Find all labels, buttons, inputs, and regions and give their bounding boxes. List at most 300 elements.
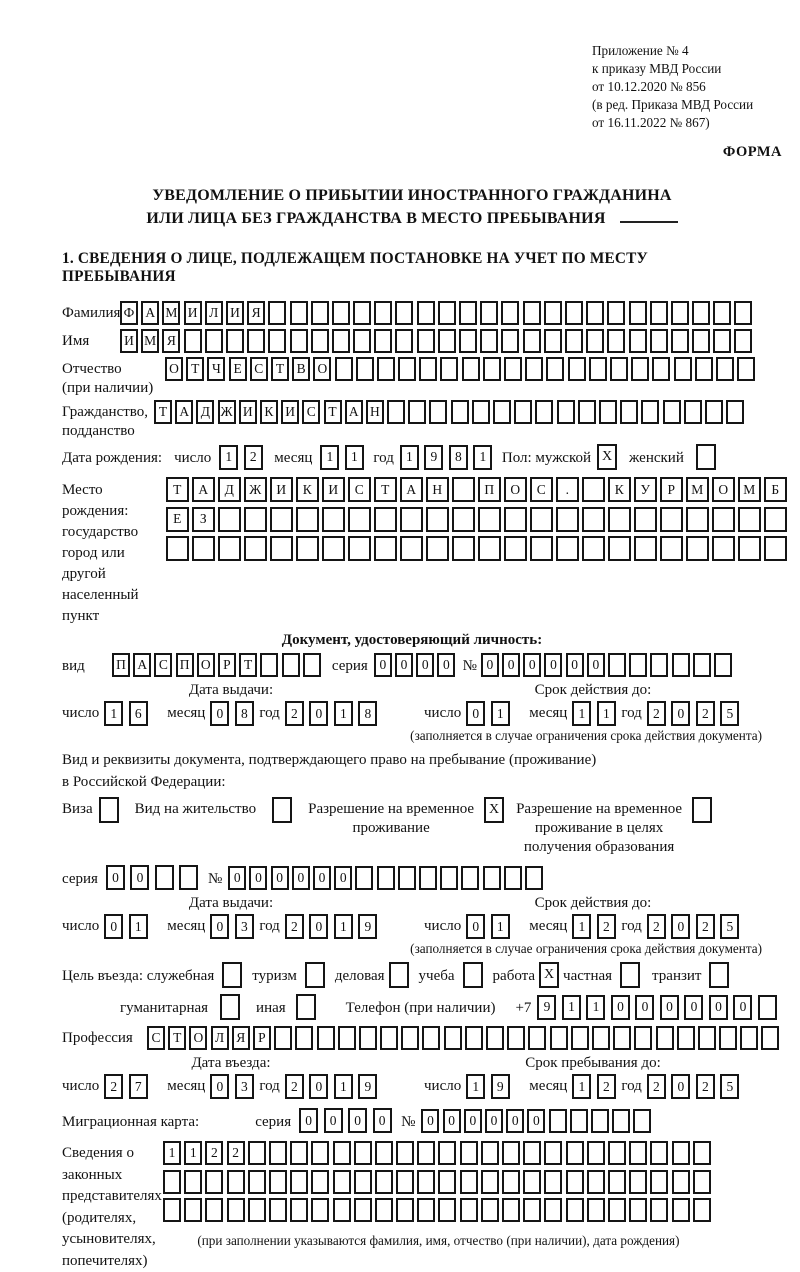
char-cell[interactable]: А [133,653,151,677]
char-cell[interactable] [671,329,689,353]
char-cell[interactable] [268,329,286,353]
char-cell[interactable] [354,1141,372,1165]
char-cell[interactable]: С [154,653,172,677]
char-cell[interactable] [650,1141,668,1165]
char-cell[interactable]: Т [324,400,342,424]
char-cell[interactable]: Ж [244,477,267,502]
char-cell[interactable]: С [348,477,371,502]
char-cell[interactable]: 1 [562,995,581,1020]
checkbox-business[interactable] [389,962,409,988]
char-cell[interactable] [377,866,395,890]
char-cell[interactable] [692,329,710,353]
char-cell[interactable]: К [608,477,631,502]
char-cell[interactable] [544,1198,562,1222]
char-cell[interactable]: 9 [358,914,377,939]
char-cell[interactable]: 1 [466,1074,485,1099]
char-cell[interactable] [660,536,683,561]
char-cell[interactable]: 0 [437,653,455,677]
char-cell[interactable]: 0 [106,865,125,890]
char-cell[interactable] [737,357,755,381]
char-cell[interactable]: С [147,1026,165,1050]
char-cell[interactable]: М [162,301,180,325]
char-cell[interactable] [713,329,731,353]
char-cell[interactable] [408,400,426,424]
char-cell[interactable] [566,1198,584,1222]
char-cell[interactable] [693,1198,711,1222]
char-cell[interactable] [544,301,562,325]
char-cell[interactable] [693,1141,711,1165]
char-cell[interactable]: 0 [309,701,328,726]
char-cell[interactable] [528,1026,546,1050]
char-cell[interactable] [544,1141,562,1165]
char-cell[interactable] [317,1026,335,1050]
char-cell[interactable]: 0 [709,995,728,1020]
char-cell[interactable]: Я [247,301,265,325]
char-cell[interactable] [244,507,267,532]
char-cell[interactable]: 2 [597,1074,616,1099]
char-cell[interactable] [634,507,657,532]
char-cell[interactable]: М [738,477,761,502]
char-cell[interactable] [296,507,319,532]
char-cell[interactable] [502,1141,520,1165]
char-cell[interactable] [629,1141,647,1165]
char-cell[interactable]: Р [218,653,236,677]
char-cell[interactable]: 8 [358,701,377,726]
char-cell[interactable] [705,400,723,424]
char-cell[interactable] [419,866,437,890]
char-cell[interactable] [333,1198,351,1222]
char-cell[interactable] [712,507,735,532]
char-cell[interactable] [395,301,413,325]
char-cell[interactable] [633,1109,651,1133]
char-cell[interactable] [523,1198,541,1222]
char-cell[interactable]: 9 [358,1074,377,1099]
char-cell[interactable] [523,1170,541,1194]
char-cell[interactable] [429,400,447,424]
char-cell[interactable] [218,536,241,561]
char-cell[interactable]: Ч [207,357,225,381]
char-cell[interactable]: 0 [671,914,690,939]
char-cell[interactable] [693,1170,711,1194]
checkbox-residence-permit[interactable] [272,797,292,823]
char-cell[interactable] [652,357,670,381]
char-cell[interactable]: 0 [228,866,246,890]
char-cell[interactable] [530,536,553,561]
char-cell[interactable]: Я [232,1026,250,1050]
char-cell[interactable] [440,357,458,381]
char-cell[interactable]: 0 [671,701,690,726]
checkbox-female[interactable] [696,444,716,470]
char-cell[interactable]: 1 [473,445,492,470]
char-cell[interactable] [354,1198,372,1222]
char-cell[interactable] [481,1198,499,1222]
char-cell[interactable] [269,1141,287,1165]
char-cell[interactable]: 1 [597,701,616,726]
char-cell[interactable] [163,1198,181,1222]
char-cell[interactable] [650,1170,668,1194]
char-cell[interactable]: 1 [184,1141,202,1165]
char-cell[interactable] [380,1026,398,1050]
char-cell[interactable] [650,329,668,353]
char-cell[interactable] [426,507,449,532]
char-cell[interactable]: 9 [424,445,443,470]
char-cell[interactable]: Л [211,1026,229,1050]
char-cell[interactable] [607,301,625,325]
char-cell[interactable] [417,301,435,325]
char-cell[interactable]: А [192,477,215,502]
char-cell[interactable] [387,400,405,424]
char-cell[interactable]: П [112,653,130,677]
char-cell[interactable] [672,653,690,677]
checkbox-other[interactable] [296,994,316,1020]
char-cell[interactable] [290,1170,308,1194]
char-cell[interactable] [459,329,477,353]
char-cell[interactable] [460,1141,478,1165]
char-cell[interactable]: 1 [572,914,591,939]
char-cell[interactable]: О [712,477,735,502]
char-cell[interactable] [523,301,541,325]
char-cell[interactable] [290,329,308,353]
char-cell[interactable] [566,1141,584,1165]
char-cell[interactable] [377,357,395,381]
char-cell[interactable]: И [226,301,244,325]
char-cell[interactable] [333,1170,351,1194]
char-cell[interactable] [629,653,647,677]
char-cell[interactable] [656,1026,674,1050]
char-cell[interactable]: У [634,477,657,502]
char-cell[interactable]: 1 [572,701,591,726]
char-cell[interactable] [438,329,456,353]
char-cell[interactable]: 0 [271,866,289,890]
char-cell[interactable]: Т [186,357,204,381]
char-cell[interactable]: 3 [235,914,254,939]
checkbox-work[interactable]: X [539,962,559,988]
char-cell[interactable] [568,357,586,381]
char-cell[interactable]: Н [426,477,449,502]
char-cell[interactable] [296,536,319,561]
char-cell[interactable] [514,400,532,424]
char-cell[interactable]: 0 [309,1074,328,1099]
char-cell[interactable] [734,301,752,325]
char-cell[interactable] [460,1198,478,1222]
checkbox-official[interactable] [222,962,242,988]
char-cell[interactable]: 0 [292,866,310,890]
char-cell[interactable] [738,507,761,532]
char-cell[interactable]: 6 [129,701,148,726]
checkbox-rvp-edu[interactable] [692,797,712,823]
char-cell[interactable]: З [192,507,215,532]
char-cell[interactable] [674,357,692,381]
char-cell[interactable] [714,653,732,677]
char-cell[interactable] [417,1170,435,1194]
char-cell[interactable] [650,301,668,325]
char-cell[interactable] [184,1198,202,1222]
char-cell[interactable]: 2 [647,701,666,726]
char-cell[interactable] [481,1141,499,1165]
char-cell[interactable]: И [184,301,202,325]
char-cell[interactable]: 9 [491,1074,510,1099]
char-cell[interactable] [248,1198,266,1222]
char-cell[interactable]: Б [764,477,787,502]
char-cell[interactable]: Т [374,477,397,502]
char-cell[interactable] [338,1026,356,1050]
char-cell[interactable] [686,536,709,561]
char-cell[interactable]: 0 [611,995,630,1020]
char-cell[interactable] [764,536,787,561]
char-cell[interactable] [634,1026,652,1050]
checkbox-tourism[interactable] [305,962,325,988]
checkbox-humanitarian[interactable] [220,994,240,1020]
char-cell[interactable] [451,400,469,424]
char-cell[interactable] [719,1026,737,1050]
char-cell[interactable]: 0 [466,701,485,726]
char-cell[interactable] [205,1170,223,1194]
char-cell[interactable]: Т [166,477,189,502]
char-cell[interactable] [452,507,475,532]
char-cell[interactable]: 0 [523,653,541,677]
char-cell[interactable] [260,653,278,677]
checkbox-rvp[interactable]: X [484,797,504,823]
char-cell[interactable] [438,301,456,325]
char-cell[interactable]: 0 [466,914,485,939]
char-cell[interactable] [608,536,631,561]
char-cell[interactable]: П [176,653,194,677]
char-cell[interactable] [268,301,286,325]
char-cell[interactable] [738,536,761,561]
char-cell[interactable] [480,301,498,325]
char-cell[interactable] [587,1170,605,1194]
char-cell[interactable] [483,357,501,381]
char-cell[interactable]: . [556,477,579,502]
char-cell[interactable] [480,329,498,353]
char-cell[interactable]: 0 [210,1074,229,1099]
char-cell[interactable]: 8 [235,701,254,726]
char-cell[interactable] [205,329,223,353]
char-cell[interactable]: 0 [416,653,434,677]
char-cell[interactable] [417,329,435,353]
char-cell[interactable] [610,357,628,381]
char-cell[interactable] [634,536,657,561]
char-cell[interactable] [461,866,479,890]
char-cell[interactable]: 0 [373,1108,392,1133]
char-cell[interactable] [353,301,371,325]
char-cell[interactable]: 1 [345,445,364,470]
char-cell[interactable] [205,1198,223,1222]
char-cell[interactable] [179,865,198,890]
char-cell[interactable] [544,329,562,353]
char-cell[interactable]: Е [166,507,189,532]
char-cell[interactable] [218,507,241,532]
char-cell[interactable] [374,301,392,325]
char-cell[interactable] [631,357,649,381]
char-cell[interactable] [671,301,689,325]
char-cell[interactable] [269,1170,287,1194]
char-cell[interactable]: О [189,1026,207,1050]
char-cell[interactable] [282,653,300,677]
char-cell[interactable] [698,1026,716,1050]
checkbox-study[interactable] [463,962,483,988]
char-cell[interactable] [478,536,501,561]
char-cell[interactable] [608,1170,626,1194]
char-cell[interactable] [557,400,575,424]
char-cell[interactable] [417,1198,435,1222]
char-cell[interactable]: И [281,400,299,424]
char-cell[interactable]: 1 [104,701,123,726]
char-cell[interactable]: 0 [506,1109,524,1133]
char-cell[interactable]: 7 [129,1074,148,1099]
char-cell[interactable]: 0 [464,1109,482,1133]
char-cell[interactable]: 5 [720,914,739,939]
char-cell[interactable] [504,357,522,381]
char-cell[interactable] [672,1170,690,1194]
char-cell[interactable] [396,1170,414,1194]
char-cell[interactable] [544,1170,562,1194]
char-cell[interactable] [761,1026,779,1050]
char-cell[interactable] [274,1026,292,1050]
char-cell[interactable] [332,301,350,325]
char-cell[interactable]: 0 [374,653,392,677]
char-cell[interactable]: 1 [572,1074,591,1099]
char-cell[interactable] [589,357,607,381]
char-cell[interactable]: О [165,357,183,381]
char-cell[interactable] [478,507,501,532]
char-cell[interactable]: 0 [684,995,703,1020]
char-cell[interactable]: 0 [587,653,605,677]
char-cell[interactable] [629,1170,647,1194]
char-cell[interactable]: 0 [660,995,679,1020]
char-cell[interactable] [227,1198,245,1222]
char-cell[interactable] [311,329,329,353]
char-cell[interactable]: Я [162,329,180,353]
char-cell[interactable]: 0 [481,653,499,677]
char-cell[interactable] [192,536,215,561]
char-cell[interactable]: М [686,477,709,502]
char-cell[interactable] [502,1198,520,1222]
char-cell[interactable]: Т [271,357,289,381]
char-cell[interactable]: 1 [129,914,148,939]
char-cell[interactable]: 0 [733,995,752,1020]
char-cell[interactable]: О [504,477,527,502]
char-cell[interactable]: Р [253,1026,271,1050]
char-cell[interactable] [375,1141,393,1165]
char-cell[interactable] [672,1141,690,1165]
char-cell[interactable] [501,301,519,325]
char-cell[interactable] [396,1141,414,1165]
char-cell[interactable] [401,1026,419,1050]
checkbox-transit[interactable] [709,962,729,988]
char-cell[interactable]: С [530,477,553,502]
char-cell[interactable]: С [302,400,320,424]
char-cell[interactable]: С [250,357,268,381]
char-cell[interactable] [311,1170,329,1194]
char-cell[interactable] [578,400,596,424]
char-cell[interactable] [629,1198,647,1222]
char-cell[interactable] [244,536,267,561]
char-cell[interactable] [591,1109,609,1133]
char-cell[interactable]: 0 [309,914,328,939]
char-cell[interactable] [507,1026,525,1050]
char-cell[interactable]: 5 [720,701,739,726]
char-cell[interactable]: 0 [527,1109,545,1133]
char-cell[interactable] [620,400,638,424]
char-cell[interactable] [269,1198,287,1222]
char-cell[interactable] [608,1198,626,1222]
char-cell[interactable] [608,653,626,677]
char-cell[interactable] [335,357,353,381]
char-cell[interactable]: Е [229,357,247,381]
char-cell[interactable]: 1 [334,914,353,939]
char-cell[interactable] [438,1198,456,1222]
char-cell[interactable]: 0 [443,1109,461,1133]
char-cell[interactable]: 1 [163,1141,181,1165]
char-cell[interactable] [398,866,416,890]
char-cell[interactable]: 2 [647,914,666,939]
char-cell[interactable] [438,1141,456,1165]
char-cell[interactable] [586,301,604,325]
char-cell[interactable] [419,357,437,381]
char-cell[interactable]: 0 [249,866,267,890]
char-cell[interactable] [460,1170,478,1194]
char-cell[interactable] [525,357,543,381]
char-cell[interactable]: 9 [537,995,556,1020]
char-cell[interactable] [660,507,683,532]
char-cell[interactable] [586,329,604,353]
char-cell[interactable]: П [478,477,501,502]
char-cell[interactable]: 2 [647,1074,666,1099]
char-cell[interactable] [459,301,477,325]
char-cell[interactable] [608,507,631,532]
char-cell[interactable]: 0 [313,866,331,890]
char-cell[interactable] [311,1198,329,1222]
char-cell[interactable] [504,536,527,561]
char-cell[interactable] [184,329,202,353]
char-cell[interactable]: 3 [235,1074,254,1099]
char-cell[interactable]: 0 [671,1074,690,1099]
char-cell[interactable]: Т [239,653,257,677]
char-cell[interactable]: 2 [227,1141,245,1165]
char-cell[interactable] [465,1026,483,1050]
char-cell[interactable] [504,866,522,890]
char-cell[interactable]: 0 [348,1108,367,1133]
char-cell[interactable]: 1 [586,995,605,1020]
char-cell[interactable] [758,995,777,1020]
char-cell[interactable] [247,329,265,353]
char-cell[interactable]: 0 [421,1109,439,1133]
char-cell[interactable] [571,1026,589,1050]
char-cell[interactable] [550,1026,568,1050]
char-cell[interactable] [359,1026,377,1050]
char-cell[interactable]: 1 [334,701,353,726]
char-cell[interactable] [565,301,583,325]
char-cell[interactable]: 1 [219,445,238,470]
char-cell[interactable] [493,400,511,424]
char-cell[interactable] [592,1026,610,1050]
char-cell[interactable]: Д [196,400,214,424]
char-cell[interactable]: А [141,301,159,325]
char-cell[interactable] [400,536,423,561]
char-cell[interactable] [348,536,371,561]
char-cell[interactable]: О [313,357,331,381]
char-cell[interactable] [438,1170,456,1194]
char-cell[interactable]: 2 [285,701,304,726]
char-cell[interactable] [716,357,734,381]
char-cell[interactable] [607,329,625,353]
char-cell[interactable] [270,507,293,532]
char-cell[interactable] [684,400,702,424]
char-cell[interactable]: 2 [285,914,304,939]
char-cell[interactable] [472,400,490,424]
char-cell[interactable] [311,1141,329,1165]
